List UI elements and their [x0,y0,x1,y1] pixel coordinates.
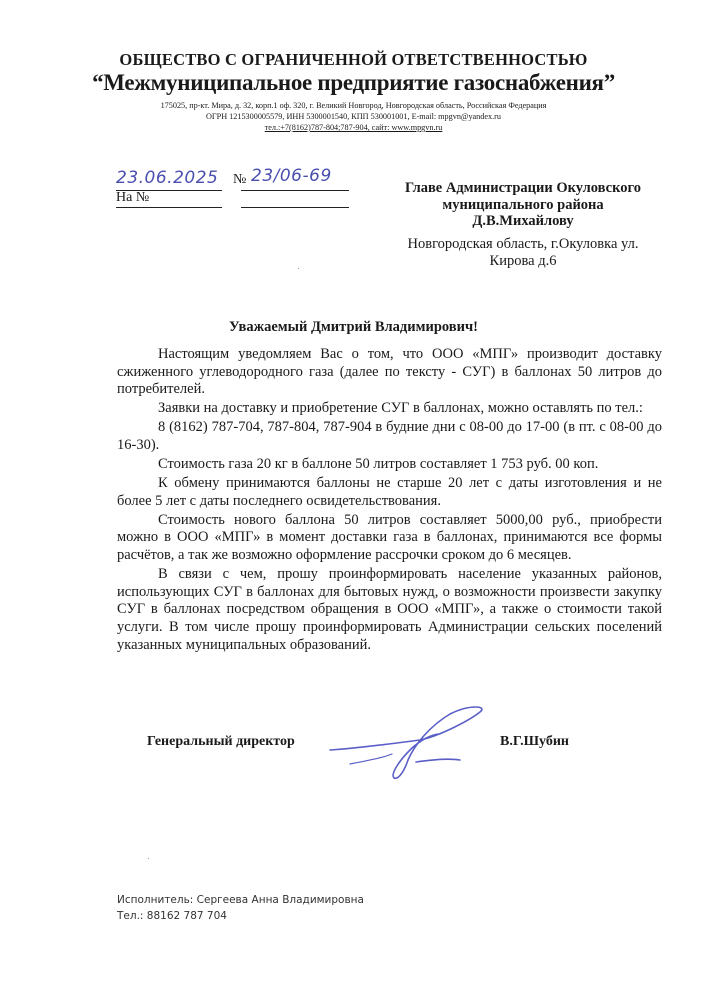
number-underline [241,190,349,191]
executor-block [117,892,364,924]
executor-name: Исполнитель: Сергеева Анна Владимировна [117,894,364,906]
body-paragraph: Заявки на доставку и приобретение СУГ в баллонах, можно оставлять по тел.: [158,400,643,417]
recipient-line2: муниципального района [442,196,604,213]
scan-speck [298,268,299,269]
body-paragraph: К обмену принимаются баллоны не старше 20 лет с даты изготовления и не более 5 лет с даты последнего освидетельствования. [117,475,662,509]
reply-number-underline [241,207,349,208]
recipient-address-line2: Кирова д.6 [489,253,557,269]
body-paragraph: Стоимость газа 20 кг в баллоне 50 литров составляет 1 753 руб. 00 коп. [158,456,599,473]
reply-date-underline [116,207,222,208]
body-paragraph: В связи с чем, прошу проинформировать население указанных районов, использующих СУГ в баллонах для бытовых нужд, о возможности произвести закупку СУГ в баллонах посредством обращения в ООО «МПГ», а также о стоимости такой услуги. В том числе прошу проинформировать Администрации сельских поселений указанных муниципальных образований. [117,566,662,653]
scan-speck [148,858,149,859]
org-legal-form: ОБЩЕСТВО С ОГРАНИЧЕННОЙ ОТВЕТСТВЕННОСТЬЮ [119,50,588,69]
outgoing-date: 23.06.2025 [116,168,219,188]
recipient-address [380,236,666,270]
salutation: Уважаемый Дмитрий Владимирович! [229,319,478,335]
body-paragraph: 8 (8162) 787-704, 787-804, 787-904 в будние дни с 08-00 до 17-00 (в пт. с 08-00 до 16-30). [117,419,662,453]
body-paragraph: Стоимость нового баллона 50 литров составляет 5000,00 руб., приобрести можно в ООО «МПГ» в момент доставки газа в баллонах, принимаются все формы расчётов, а так же возможно оформление рассрочки сроком до 6 месяцев. [117,511,662,564]
reply-to-label: На № [116,190,150,205]
org-name: “Межмуниципальное предприятие газоснабжения” [92,70,615,95]
body-paragraph: Настоящим уведомляем Вас о том, что ООО «МПГ» производит доставку сжиженного углеводородного газа (далее по тексту - СУГ) в баллонах 50 литров до потребителей. [117,346,662,398]
org-ids: ОГРН 1215300005579, ИНН 5300001540, КПП 530001001, E-mail: mpgvn@yandex.ru [206,112,501,121]
recipient-address-line1: Новгородская область, г.Окуловка ул. [407,236,639,252]
executor-phone: Тел.: 88162 787 704 [117,910,227,922]
handwritten-signature [320,700,500,785]
org-address: 175025, пр-кт. Мира, д. 32, корп.1 оф. 320, г. Великий Новгород, Новгородская область, Российская Федерация [160,101,547,110]
number-sign: № [233,172,247,187]
recipient-line3: Д.В.Михайлову [472,213,574,229]
signatory-title: Генеральный директор [147,734,295,749]
signatory-name: В.Г.Шубин [500,734,569,749]
outgoing-number: 23/06-69 [251,166,332,186]
recipient-block [380,180,666,230]
letter-body [117,346,662,656]
org-contacts: тел.:+7(8162)787-804;787-904, сайт: www.mpgvn.ru [264,123,443,132]
recipient-line1: Главе Администрации Окуловского [404,180,642,196]
